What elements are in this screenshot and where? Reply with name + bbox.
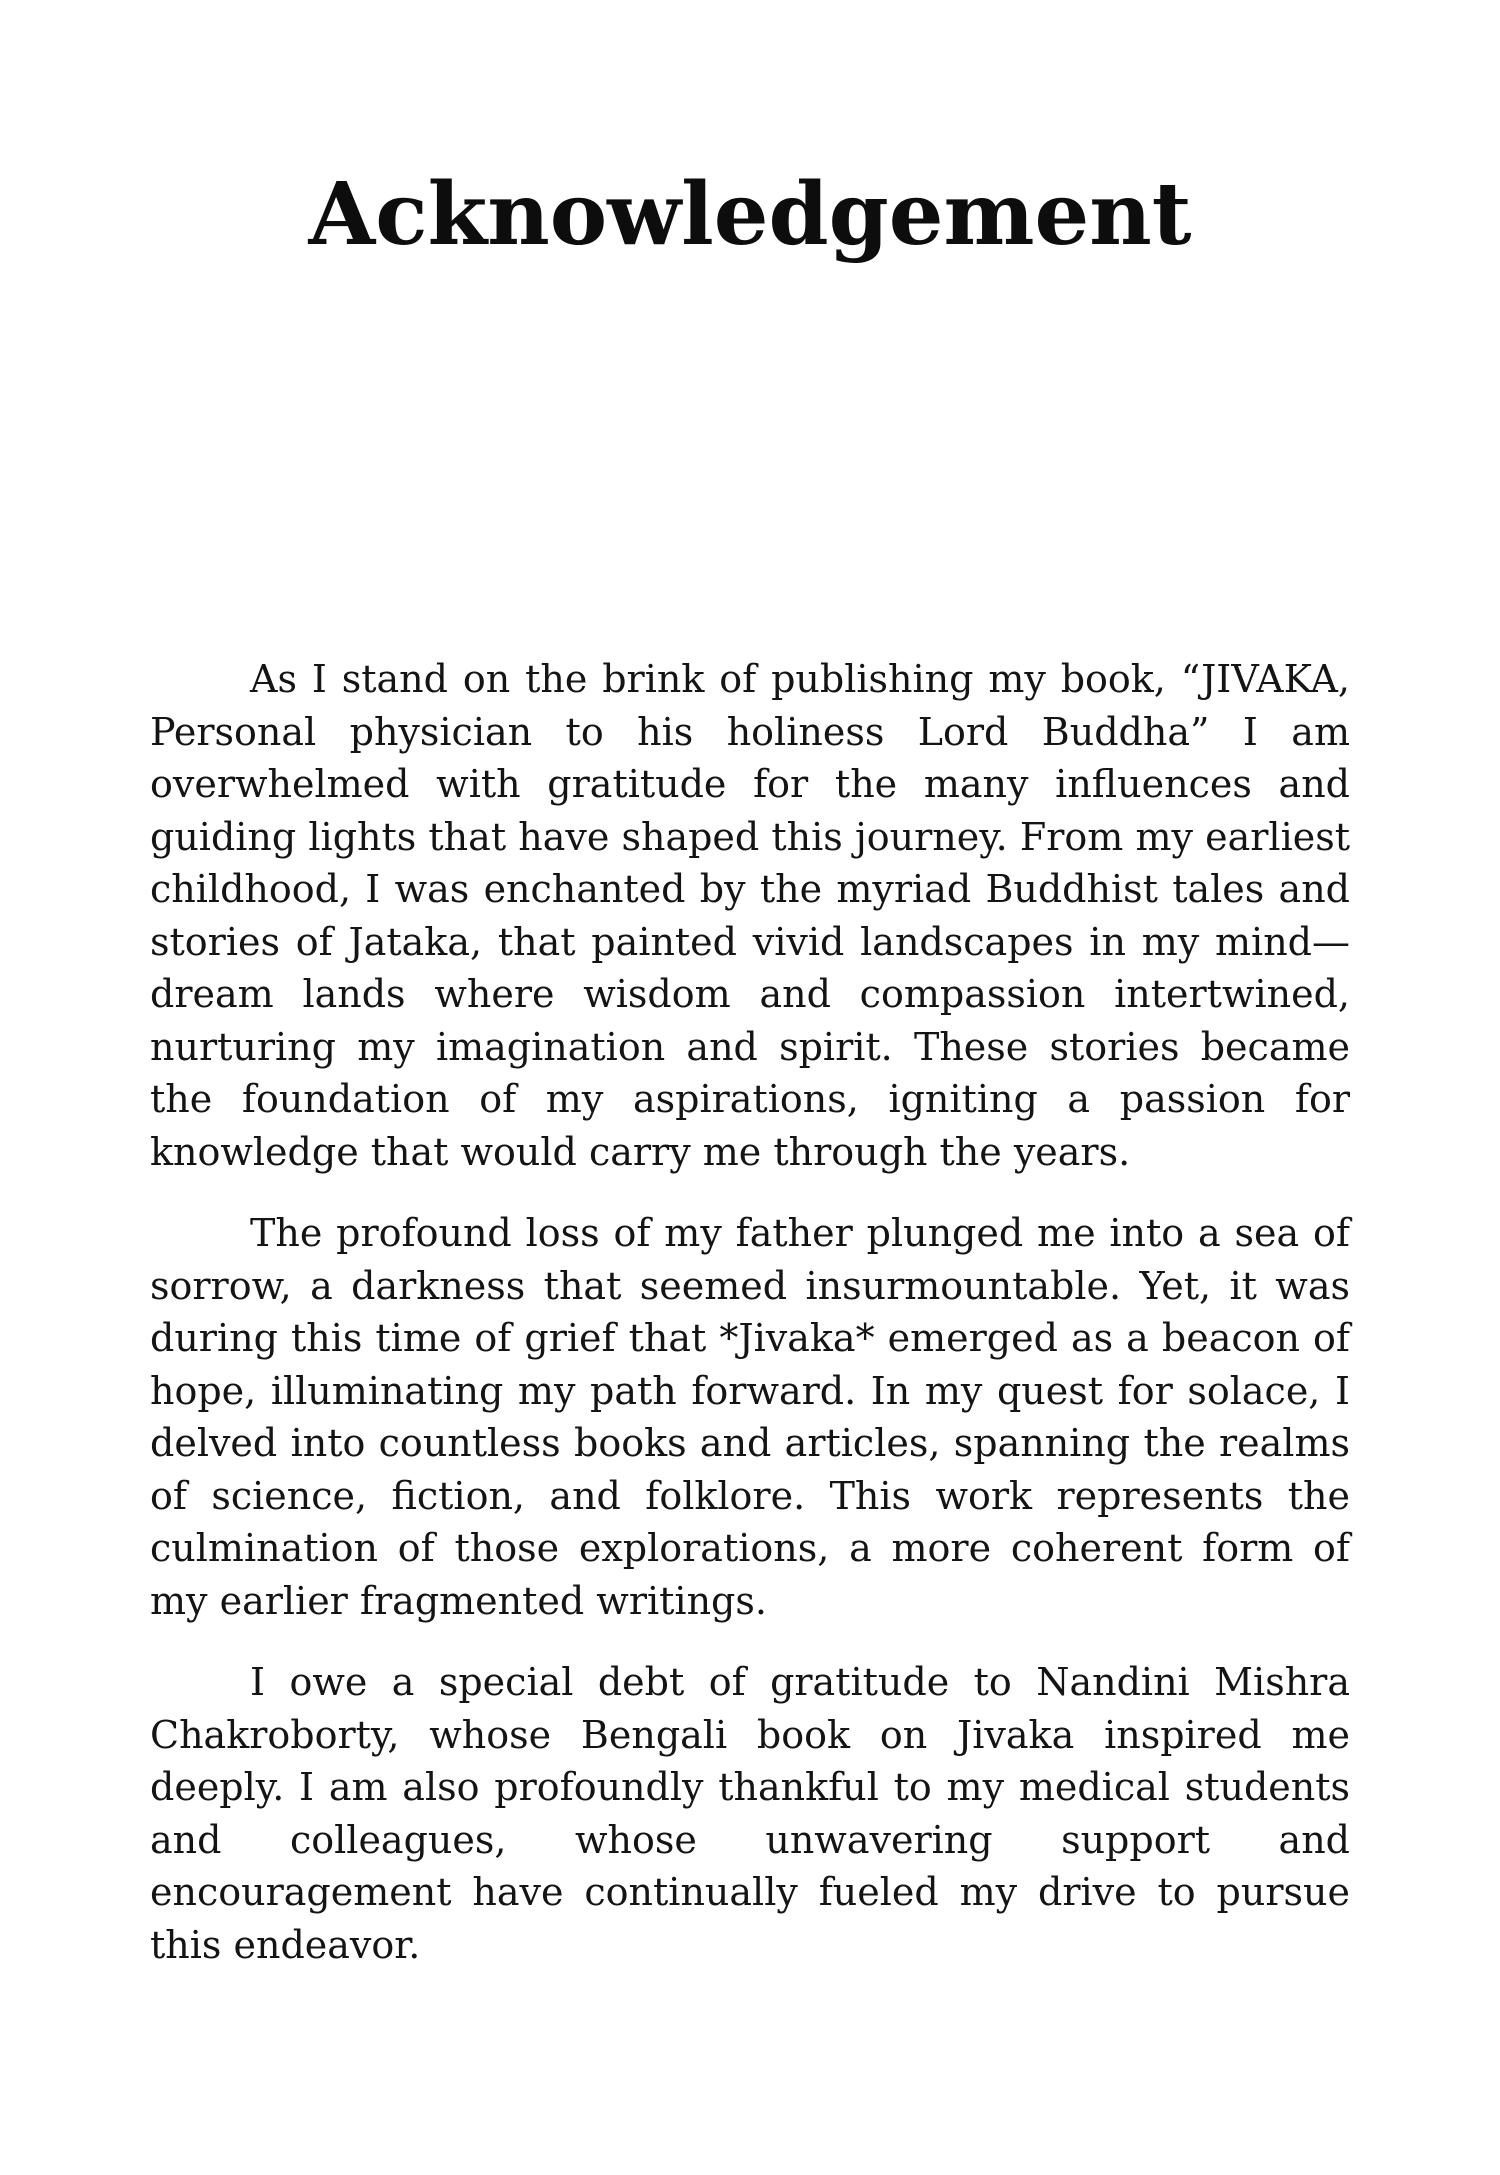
acknowledgement-body	[150, 653, 1350, 2000]
paragraph-3: I owe a special debt of gratitude to Nandini Mishra Chakroborty, whose Bengali book on Jivaka inspired me deeply. I am also profoundly thankful to my medical students and colleagues, whose unwavering support and encouragement have continually fueled my drive to pursue this endeavor.	[150, 1660, 1350, 1967]
paragraph-2: The profound loss of my father plunged me into a sea of sorrow, a darkness that seemed insurmountable. Yet, it was during this time of grief that *Jivaka* emerged as a beacon of hope, illuminating my path forward. In my quest for solace, I delved into countless books and articles, spanning the realms of science, fiction, and folklore. This work represents the culmination of those explorations, a more coherent form of my earlier fragmented writings.	[150, 1211, 1350, 1623]
page-title: Acknowledgement	[308, 164, 1192, 265]
paragraph-1: As I stand on the brink of publishing my book, “JIVAKA, Personal physician to his holiness Lord Buddha” I am overwhelmed with gratitude for the many influences and guiding lights that have shaped this journey. From my earliest childhood, I was enchanted by the myriad Buddhist tales and stories of Jataka, that painted vivid landscapes in my mind—dream lands where wisdom and compassion intertwined, nurturing my imagination and spirit. These stories became the foundation of my aspirations, igniting a passion for knowledge that would carry me through the years.	[150, 657, 1350, 1174]
